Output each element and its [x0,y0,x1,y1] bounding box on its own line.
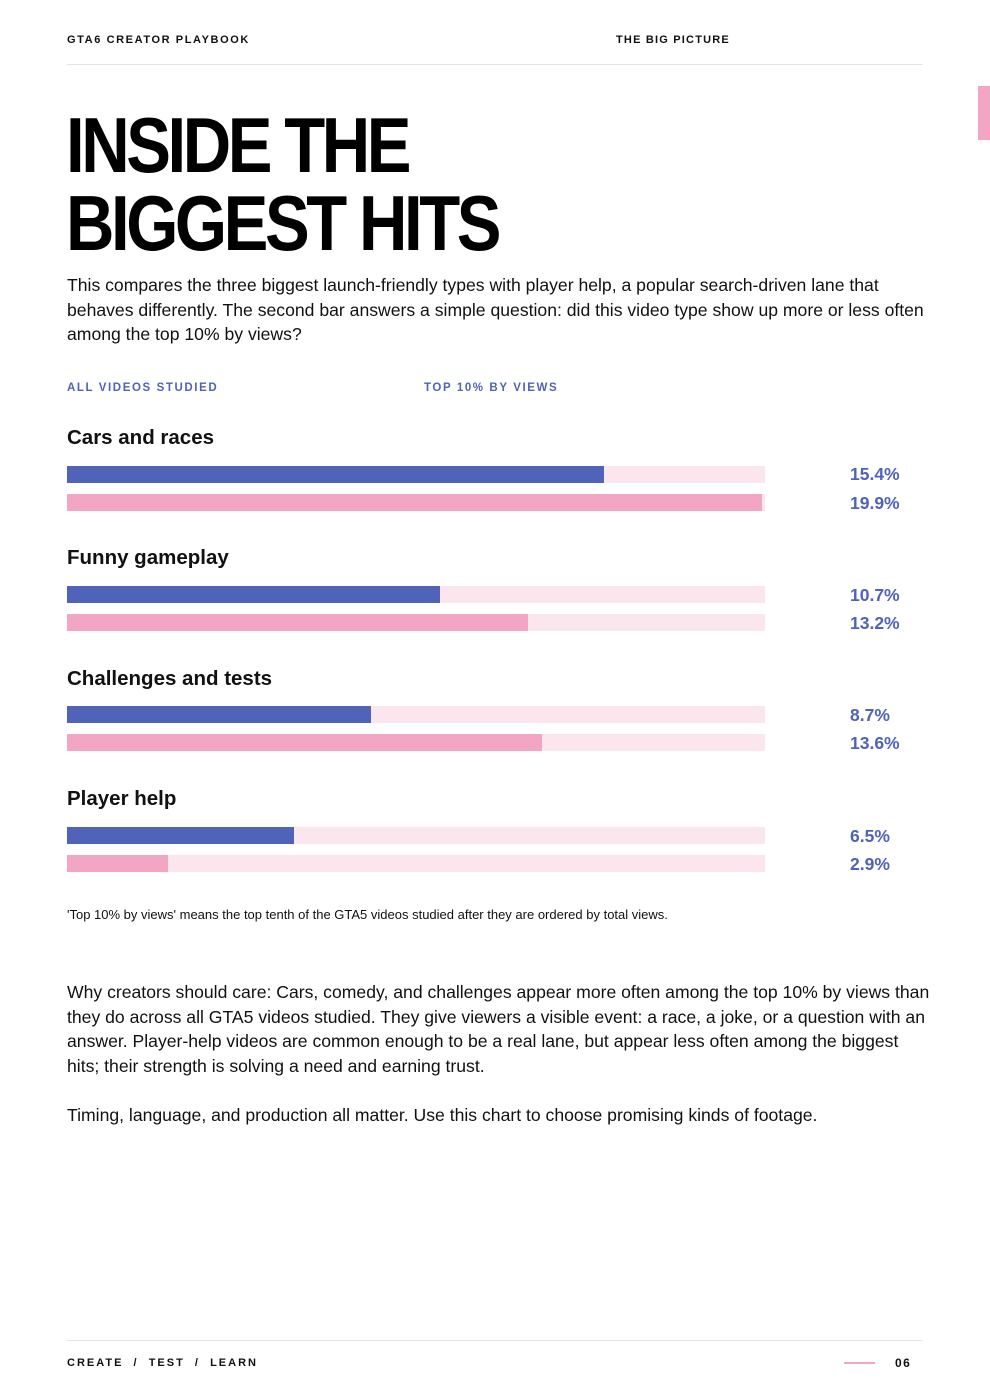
chart-footnote: 'Top 10% by views' means the top tenth of the GTA5 videos studied after they are ordered by total views. [67,907,668,922]
footer-accent-dash [844,1362,875,1364]
legend-top-10: TOP 10% BY VIEWS [424,382,559,394]
footer-divider [67,1340,923,1341]
bar-all-videos [67,466,604,483]
side-tab-marker [978,86,990,140]
page-title-line-2: BIGGEST HITS [66,179,499,267]
footer-tagline: CREATE / TEST / LEARN [67,1357,258,1369]
page-header [67,34,923,65]
bar-all-videos [67,827,294,844]
bar-track [67,827,765,844]
value-label-all: 10.7% [850,585,900,605]
page-number: 06 [895,1356,912,1370]
bar-track [67,614,765,631]
category-title: Cars and races [67,426,215,449]
bar-track [67,706,765,723]
value-label-all: 15.4% [850,464,900,484]
value-label-top: 19.9% [850,493,900,513]
bar-top-10 [67,614,528,631]
bar-all-videos [67,706,371,723]
legend-all-videos: ALL VIDEOS STUDIED [67,382,219,394]
bar-track [67,734,765,751]
value-label-all: 6.5% [850,826,890,846]
why-paragraph: Why creators should care: Cars, comedy, and challenges appear more often among the top 10% by views than they do across all GTA5 videos studied. They give viewers a visible event: a race, a joke, or a question with an answer. Player-help videos are common enough to be a real lane, but appear less often among the biggest hits; their strength is solving a need and earning trust. [67,982,930,1076]
bar-top-10 [67,734,542,751]
bar-track [67,466,765,483]
bar-track [67,494,765,511]
timing-paragraph: Timing, language, and production all matter. Use this chart to choose promising kinds of footage. [67,1105,818,1125]
value-label-top: 13.2% [850,613,900,633]
bar-track [67,586,765,603]
value-label-top: 2.9% [850,854,890,874]
value-label-top: 13.6% [850,733,900,753]
bar-top-10 [67,855,168,872]
publication-title: GTA6 CREATOR PLAYBOOK [67,34,250,46]
category-title: Player help [67,787,177,810]
intro-paragraph: This compares the three biggest launch-friendly types with player help, a popular search-driven lane that behaves differently. The second bar answers a simple question: did this video type show up more or less often among the top 10% by views? [67,275,924,344]
bar-top-10 [67,494,762,511]
category-title: Challenges and tests [67,667,273,690]
section-title: THE BIG PICTURE [616,34,730,46]
page-title [66,101,499,267]
bar-all-videos [67,586,440,603]
bar-track [67,855,765,872]
page-title-line-1: INSIDE THE [66,101,409,189]
value-label-all: 8.7% [850,705,890,725]
category-title: Funny gameplay [67,546,229,569]
